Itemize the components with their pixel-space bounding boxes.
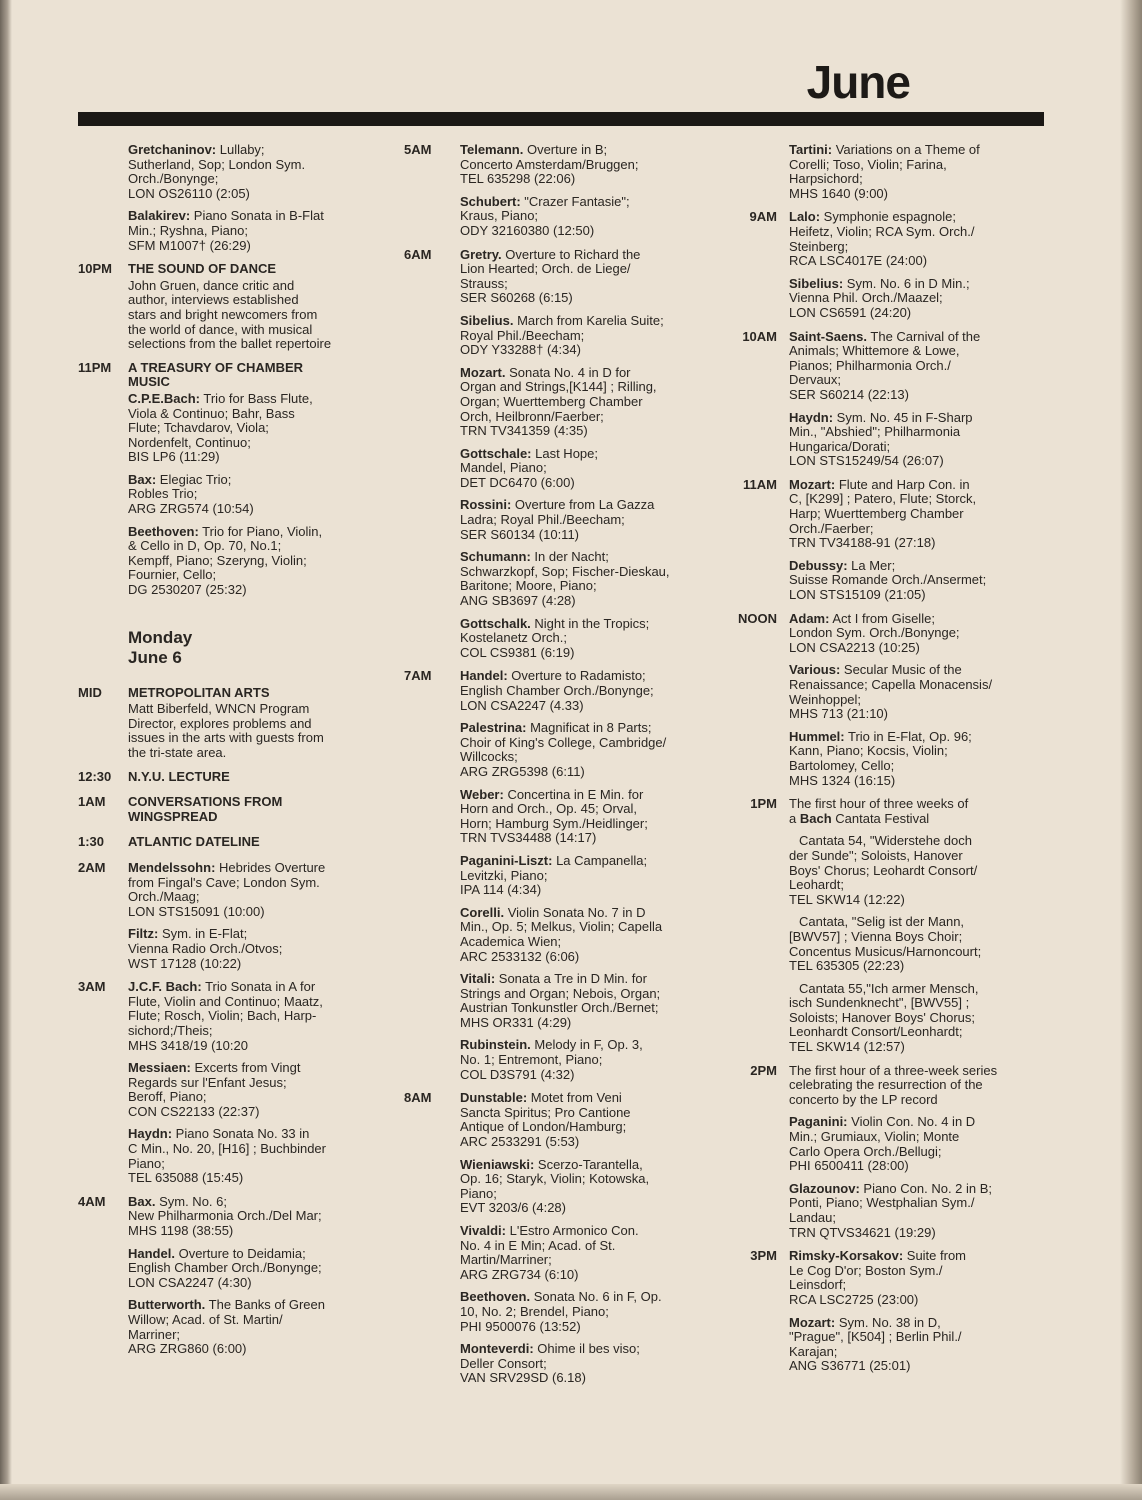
work-details: La Campanella; Levitzki, Piano; IPA 114 (4:34) [460, 852, 648, 898]
work-details: Act I from Giselle; London Sym. Orch./Bonynge; LON CSA2213 (10:25) [789, 610, 960, 655]
time-label: 3PM [750, 1248, 777, 1264]
work-details: Trio for Piano, Violin, & Cello in D, Op. 70, No.1; Kempff, Piano; Szeryng, Violin; Fournier, Cello; DG 2530207 (25:32) [128, 523, 323, 598]
listing-entry [460, 972, 704, 1030]
work-details: Overture to Deidamia; English Chamber Orch./Bonynge; LON CSA2247 (4:30) [128, 1245, 322, 1290]
time-label: 1:30 [78, 834, 105, 850]
intro-text: The first hour of three weeks of a [789, 796, 969, 826]
listing-entry [789, 612, 1033, 656]
slot-entries [128, 361, 372, 598]
composer-name: Filtz: [128, 926, 159, 942]
schedule-slot [733, 330, 1033, 469]
composer-name: Paganini-Liszt: [460, 852, 553, 868]
listing-entry [128, 143, 372, 201]
listing-entry [128, 392, 372, 465]
work-details: Piano Sonata No. 33 in C Min., No. 20, [H16] ; Buchbinder Piano; TEL 635088 (15:45) [128, 1126, 326, 1186]
composer-name: Tartini: [789, 142, 833, 157]
time-label: 6AM [404, 246, 432, 262]
listing-entry [460, 1158, 704, 1216]
work-details: Concertina in E Min. for Horn and Orch., Op. 45; Orval, Horn; Hamburg Sym./Heidlinger; TRN TVS34488 (14:17) [460, 786, 648, 846]
intro-composer: Bach [799, 810, 832, 826]
schedule-slot [733, 1064, 1033, 1241]
composer-name: Various: [789, 662, 841, 678]
slot-intro [789, 797, 1033, 826]
listing-entry [789, 559, 1033, 603]
work-details: Lullaby; Sutherland, Sop; London Sym. Orch./Bonynge; LON OS26110 (2:05) [128, 142, 306, 201]
time-label: 7AM [404, 668, 432, 684]
listing-entry [128, 927, 372, 971]
listing-entry [128, 525, 372, 598]
time-label: 10AM [742, 328, 777, 344]
work-details: Flute and Harp Con. in C, [K299] ; Patero, Flute; Storck, Harp; Wuerttemberg Chamber Orch./Faerber; TRN TV34188-91 (27:18) [789, 476, 977, 551]
slot-entries [789, 1064, 1033, 1241]
work-details: "Crazer Fantasie"; Kraus, Piano; ODY 32160380 (12:50) [460, 193, 630, 238]
slot-entries [128, 262, 372, 352]
schedule-slot [72, 1195, 372, 1357]
composer-name: Telemann. [460, 142, 524, 157]
slot-entries [128, 980, 372, 1186]
time-label: 3AM [78, 979, 106, 995]
composer-name: Haydn: [128, 1126, 173, 1142]
slot-entries [128, 835, 372, 852]
work-details: Trio in E-Flat, Op. 96; Kann, Piano; Kocsis, Violin; Bartolomey, Cello; MHS 1324 (16:15) [789, 728, 972, 788]
work-details: Sym. No. 6 in D Min.; Vienna Phil. Orch./Maazel; LON CS6591 (24:20) [789, 275, 970, 320]
work-details: Overture to Richard the Lion Hearted; Orch. de Liege/ Strauss; SER S60268 (6:15) [460, 246, 641, 306]
time-label: 1AM [78, 794, 106, 810]
composer-name: Gottschale: [460, 445, 532, 461]
listing-entry [460, 1290, 704, 1334]
work-details: Secular Music of the Renaissance; Capella Monacensis/ Weinhoppel; MHS 713 (21:10) [789, 662, 993, 722]
listing-entry [128, 861, 372, 919]
schedule-slot [404, 669, 704, 1082]
composer-name: Beethoven: [128, 523, 199, 539]
listing-entry [460, 366, 704, 439]
composer-name: C.P.E.Bach: [128, 390, 201, 406]
listing-entry [460, 617, 704, 661]
listing-entry [128, 1298, 372, 1356]
composer-name: Adam: [789, 610, 830, 626]
composer-name: Haydn: [789, 409, 834, 425]
listing-entry [460, 447, 704, 491]
cantata-entry: Cantata, "Selig ist der Mann, [BWV57] ; Vienna Boys Choir; Concentus Musicus/Harnoncourt; TEL 635305 (22:23) [789, 914, 982, 974]
work-details: Piano Sonata in B-Flat Min.; Ryshna, Piano; SFM M1007† (26:29) [128, 208, 324, 253]
time-label: 1PM [750, 796, 777, 812]
time-label: 11PM [78, 359, 112, 375]
composer-name: Messiaen: [128, 1060, 191, 1076]
composer-name: Debussy: [789, 557, 848, 573]
listing-entry [789, 330, 1033, 403]
day-heading: Monday June 6 [128, 627, 193, 667]
composer-name: Rubinstein. [460, 1037, 531, 1053]
work-details: Excerts from Vingt Regards sur l'Enfant Jesus; Beroff, Piano; CON CS22133 (22:37) [128, 1060, 301, 1119]
slot-entries [128, 795, 372, 826]
slot-entries [789, 1249, 1033, 1374]
work-details: March from Karelia Suite; Royal Phil./Beecham; ODY Y33288† (4:34) [460, 312, 664, 358]
listing-entry [460, 788, 704, 846]
composer-name: Butterworth. [128, 1297, 206, 1313]
work-details: Magnificat in 8 Parts; Choir of King's College, Cambridge/ Willcocks; ARG ZRG5398 (6:11) [460, 720, 667, 779]
time-label: NOON [738, 610, 777, 626]
work-details: Overture to Radamisto; English Chamber Orch./Bonynge; LON CSA2247 (4.33) [460, 668, 654, 713]
composer-name: Gretchaninov: [128, 142, 217, 157]
work-details: Suite from Le Cog D'or; Boston Sym./ Leinsdorf; RCA LSC2725 (23:00) [789, 1248, 967, 1307]
composer-name: Wieniawski: [460, 1156, 535, 1172]
slot-entries [789, 478, 1033, 603]
time-label: 5AM [404, 142, 432, 157]
work-details: Trio for Bass Flute, Viola & Continuo; Bahr, Bass Flute; Tchavdarov, Viola; Nordenfelt, Continuo; BIS LP6 (11:29) [128, 390, 313, 465]
time-label: 2AM [78, 859, 106, 875]
schedule-slot [733, 478, 1033, 603]
composer-name: Lalo: [789, 209, 821, 225]
composer-name: Mozart: [789, 1314, 836, 1330]
schedule-slot [72, 861, 372, 971]
composer-name: J.C.F. Bach: [128, 979, 202, 995]
composer-name: Gretry. [460, 246, 502, 262]
schedule-slot [733, 210, 1033, 320]
listing-entry [460, 721, 704, 779]
composer-name: Vivaldi: [460, 1223, 507, 1238]
listing-entry [789, 143, 1033, 201]
program-description: Matt Biberfeld, WNCN Program Director, explores problems and issues in the arts with guests from the tri-state area. [128, 701, 324, 760]
composer-name: Palestrina: [460, 720, 527, 736]
work-details: Sonata a Tre in D Min. for Strings and Organ; Nebois, Organ; Austrian Tonkunstler Orch./Bernet; MHS OR331 (4:29) [460, 971, 661, 1030]
work-details: Overture from La Gazza Ladra; Royal Phil./Beecham; SER S60134 (10:11) [460, 497, 655, 542]
schedule-slot [72, 835, 372, 852]
composer-name: Monteverdi: [460, 1341, 534, 1357]
listing-entry [460, 906, 704, 964]
composer-name: Mozart. [460, 364, 506, 380]
composer-name: Mendelssohn: [128, 859, 216, 875]
composer-name: Dunstable: [460, 1090, 528, 1106]
work-details: Variations on a Theme of Corelli; Toso, Violin; Farina, Harpsichord; MHS 1640 (9:00) [789, 142, 980, 201]
composer-name: Vitali: [460, 971, 496, 987]
work-details: La Mer; Suisse Romande Orch./Ansermet; LON STS15109 (21:05) [789, 557, 987, 603]
work-details: Trio Sonata in A for Flute, Violin and Continuo; Maatz, Flute; Rosch, Violin; Bach, Harp- sichord;/Theis; MHS 3418/19 (10:20 [128, 979, 323, 1053]
composer-name: Rimsky-Korsakov: [789, 1248, 904, 1264]
listing-entry [128, 473, 372, 517]
listing-entry [789, 411, 1033, 469]
composer-name: Balakirev: [128, 208, 191, 224]
schedule-slot [72, 361, 372, 598]
schedule-slot [404, 143, 704, 239]
work-details: Melody in F, Op. 3, No. 1; Entremont, Piano; COL D3S791 (4:32) [460, 1037, 643, 1082]
slot-entries [128, 861, 372, 971]
composer-name: Sibelius: [789, 275, 844, 291]
time-label: 9AM [749, 209, 777, 225]
composer-name: Bax. [128, 1193, 156, 1209]
cantata-entry: Cantata 54, "Widerstehe doch der Sunde"; Soloists, Hanover Boys' Chorus; Leohardt Consort/ Leohardt; TEL SKW14 (12:22) [789, 833, 978, 907]
cantata-entry: Cantata 55,"Ich armer Mensch, isch Sundenknecht", [BWV55] ; Soloists; Hanover Boys' Chorus; Leonhardt Consort/Leonhardt; TEL SKW14 (12:57) [789, 980, 979, 1055]
slot-entries [789, 797, 1033, 1055]
listing-entry [460, 195, 704, 239]
listing-entry [460, 550, 704, 608]
work-details: Violin Con. No. 4 in D Min.; Grumiaux, Violin; Monte Carlo Opera Orch./Bellugi; PHI 6500411 (28:00) [789, 1114, 976, 1174]
work-details: Last Hope; Mandel, Piano; DET DC6470 (6:00) [460, 445, 599, 490]
schedule-slot [72, 770, 372, 787]
time-label: 4AM [78, 1193, 106, 1209]
slot-entries [128, 770, 372, 787]
slot-entries [460, 248, 704, 661]
listing-entry [460, 498, 704, 542]
composer-name: Gottschalk. [460, 615, 531, 631]
work-details: In der Nacht; Schwarzkopf, Sop; Fischer-Dieskau, Baritone; Moore, Piano; ANG SB3697 (4:28) [460, 549, 670, 609]
intro-text: Cantata Festival [831, 810, 930, 826]
work-details: Sonata No. 4 in D for Organ and Strings,[K144] ; Rilling, Organ; Wuerttemberg Chamber Orch, Heilbronn/Faerber; TRN TV341359 (4:35) [460, 364, 657, 439]
listing-entry [128, 209, 372, 253]
work-details: Elegiac Trio; Robles Trio; ARG ZRG574 (10:54) [128, 471, 254, 517]
composer-name: Paganini: [789, 1114, 848, 1130]
work-details: Sym. No. 6; New Philharmonia Orch./Del Mar; MHS 1198 (38:55) [128, 1193, 322, 1239]
listing-entry [460, 143, 704, 187]
listing-entry [460, 1091, 704, 1149]
program-description: John Gruen, dance critic and author, interviews established stars and bright newcomers from the world of dance, with musical selections from the ballet repertoire [128, 277, 332, 352]
program-title: ATLANTIC DATELINE [128, 834, 260, 850]
listing-entry [128, 980, 372, 1053]
composer-name: Rossini: [460, 497, 512, 513]
slot-entries [460, 1091, 704, 1386]
program-title: THE SOUND OF DANCE [128, 261, 277, 277]
time-label: 12:30 [78, 768, 112, 784]
page-bottom-edge [0, 1484, 1142, 1500]
work-details: Violin Sonata No. 7 in D Min., Op. 5; Melkus, Violin; Capella Academica Wien; ARC 2533132 (6:06) [460, 904, 663, 964]
work-details: Motet from Veni Sancta Spiritus; Pro Cantione Antique of London/Hamburg; ARC 2533291 (5:53) [460, 1090, 631, 1150]
work-details: Sym. No. 38 in D, "Prague", [K504] ; Berlin Phil./ Karajan; ANG S36771 (25:01) [789, 1314, 962, 1374]
slot-intro: The first hour of a three-week series celebrating the resurrection of the concerto by the LP record [789, 1062, 998, 1107]
listing-entry [460, 669, 704, 713]
listing-entry [789, 478, 1033, 551]
program-title: N.Y.U. LECTURE [128, 768, 230, 784]
work-details: Symphonie espagnole; Heifetz, Violin; RCA Sym. Orch./ Steinberg; RCA LSC4017E (24:00) [789, 209, 975, 269]
composer-name: Hummel: [789, 728, 845, 744]
work-details: L'Estro Armonico Con. No. 4 in E Min; Acad. of St. Martin/Marriner; ARG ZRG734 (6:10) [460, 1223, 639, 1282]
listing-entry [789, 1182, 1033, 1240]
listing-entry [789, 1249, 1033, 1307]
slot-entries [789, 143, 1033, 201]
slot-entries [460, 143, 704, 239]
slot-entries [128, 143, 372, 253]
composer-name: Schumann: [460, 549, 531, 565]
schedule-slot [733, 797, 1033, 1055]
listing-entry [460, 854, 704, 898]
column-2 [404, 143, 704, 1395]
composer-name: Corelli. [460, 904, 505, 920]
schedule-slot [733, 612, 1033, 789]
work-details: Sonata No. 6 in F, Op. 10, No. 2; Brendel, Piano; PHI 9500076 (13:52) [460, 1289, 662, 1334]
listing-entry [460, 314, 704, 358]
listing-entry [128, 1127, 372, 1185]
composer-name: Sibelius. [460, 312, 514, 328]
time-label: MID [78, 684, 102, 700]
composer-name: Weber: [460, 786, 504, 802]
listing-entry [789, 277, 1033, 321]
time-label: 2PM [750, 1062, 777, 1078]
schedule-slot [72, 262, 372, 352]
slot-entries [460, 669, 704, 1082]
slot-entries [789, 612, 1033, 789]
composer-name: Mozart: [789, 476, 836, 492]
schedule-slot [404, 1091, 704, 1386]
work-details: Scerzo-Tarantella, Op. 16; Staryk, Violin; Kotowska, Piano; EVT 3203/6 (4:28) [460, 1156, 650, 1216]
month-heading: June [806, 56, 910, 108]
listing-entry [789, 663, 1033, 721]
column-3 [733, 143, 1033, 1383]
page-edge-shadow [1120, 0, 1142, 1500]
program-title: A TREASURY OF CHAMBER MUSIC [128, 359, 304, 390]
work-details: Sym. No. 45 in F-Sharp Min., "Abshied"; Philharmonia Hungarica/Dorati; LON STS15249/54 (26:07) [789, 409, 973, 469]
work-details: Piano Con. No. 2 in B; Ponti, Piano; Westphalian Sym./ Landau; TRN QTVS34621 (19:29) [789, 1180, 993, 1240]
composer-name: Beethoven. [460, 1289, 531, 1305]
listing-entry [128, 1195, 372, 1239]
composer-name: Schubert: [460, 193, 521, 209]
schedule-slot [72, 980, 372, 1186]
listing-entry [460, 1038, 704, 1082]
work-details: Hebrides Overture from Fingal's Cave; London Sym. Orch./Maag; LON STS15091 (10:00) [128, 859, 326, 919]
listing-entry [128, 1247, 372, 1291]
listing-entry [460, 1342, 704, 1386]
schedule-slot [404, 248, 704, 661]
time-label: 11AM [743, 476, 777, 492]
work-details: The Banks of Green Willow; Acad. of St. Martin/ Marriner; ARG ZRG860 (6:00) [128, 1297, 325, 1357]
program-title: METROPOLITAN ARTS [128, 684, 270, 700]
listing-entry [460, 248, 704, 306]
work-details: Overture in B; Concerto Amsterdam/Bruggen; TEL 635298 (22:06) [460, 142, 639, 187]
composer-name: Handel. [128, 1245, 175, 1261]
composer-name: Handel: [460, 668, 508, 684]
listing-entry [789, 210, 1033, 268]
composer-name: Saint-Saens. [789, 328, 868, 344]
composer-name: Bax: [128, 471, 157, 487]
listing-entry [128, 1061, 372, 1119]
column-1 [72, 143, 372, 1366]
listing-entry [460, 1224, 704, 1282]
schedule-slot [72, 795, 372, 826]
schedule-slot [72, 686, 372, 761]
work-details: The Carnival of the Animals; Whittemore & Lowe, Pianos; Philharmonia Orch./ Dervaux; SER S60214 (22:13) [789, 328, 981, 402]
work-details: Sym. in E-Flat; Vienna Radio Orch./Otvos; WST 17128 (10:22) [128, 926, 283, 971]
schedule-slot [733, 143, 1033, 201]
listing-entry [789, 1316, 1033, 1374]
page-spine-shadow [0, 0, 12, 1500]
work-details: Ohime il bes viso; Deller Consort; VAN SRV29SD (6.18) [460, 1341, 640, 1386]
work-details: Night in the Tropics; Kostelanetz Orch.; COL CS9381 (6:19) [460, 615, 650, 660]
header-rule [78, 112, 1044, 126]
listing-entry [789, 730, 1033, 788]
time-label: 10PM [78, 261, 112, 277]
program-title: CONVERSATIONS FROM WINGSPREAD [128, 794, 283, 824]
slot-entries [789, 330, 1033, 469]
schedule-slot [733, 1249, 1033, 1374]
time-label: 8AM [404, 1090, 432, 1106]
composer-name: Glazounov: [789, 1180, 860, 1196]
slot-entries [128, 1195, 372, 1357]
schedule-slot [72, 143, 372, 253]
listing-entry [789, 1115, 1033, 1173]
slot-entries [789, 210, 1033, 320]
slot-entries [128, 686, 372, 761]
